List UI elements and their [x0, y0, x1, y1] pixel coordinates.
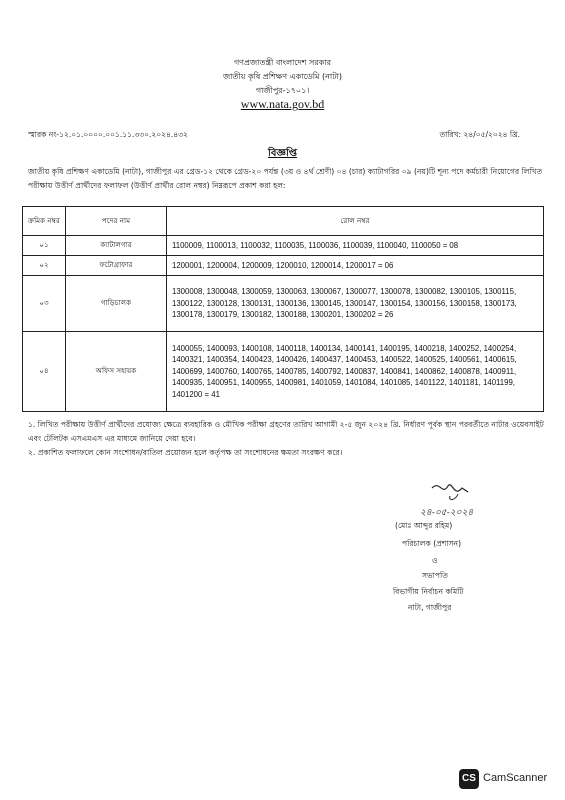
- address-line: গাজীপুর-১৭০১।: [255, 86, 310, 95]
- signatory-name: (মোঃ আব্দুর রহিম): [395, 521, 453, 530]
- website-link[interactable]: www.nata.gov.bd: [240, 97, 325, 111]
- header-post: পদের নাম: [66, 207, 167, 236]
- academy-line: জাতীয় কৃষি প্রশিক্ষণ একাডেমি (নাটা): [222, 72, 343, 81]
- notice-intro: জাতীয় কৃষি প্রশিক্ষণ একাডেমি (নাটা), গাজীপুর এর গ্রেড-১২ থেকে গ্রেড-২০ পর্যন্ত (৩য় ও ৪র্থ শ্রেণী) ০৪ (চার) ক্যাটাগরির ০৯ (নয়)টি শূন্য পদে কর্মচারী নিয়োগের লিখিত পরীক্ষায় উত্তীর্ণ প্রার্থীদের ফলাফল (উত্তীর্ণ প্রার্থীর রোল নম্বর) নিম্নরূপে প্রকাশ করা হল:: [28, 167, 543, 190]
- table-row: [23, 332, 544, 412]
- notice-title: [0, 146, 565, 163]
- table-row: [23, 276, 544, 332]
- row-serial: ০৩: [23, 276, 66, 332]
- note-item: ২. প্রকাশিত ফলাফলে কোন সংশোধন/বাতিল প্রয়োজন হলে কর্তৃপক্ষ তা সংশোধনের ক্ষমতা সংরক্ষণ করে।: [28, 448, 343, 457]
- note-item: ১. লিখিত পরীক্ষায় উত্তীর্ণ প্রার্থীদের প্রযোজ্য ক্ষেত্রে ব্যবহারিক ও মৌখিক পরীক্ষা গ্রহণের তারিখ আগামী ২-৫ জুন ২০২৪ খ্রি. নির্ধারণ পূর্বক স্থান পরবর্তীতে নাটার ওয়েবসাইট এবং টেলিটক এসএমএস এর মাধ্যমে জানিয়ে দেয়া হবে।: [28, 420, 544, 443]
- signatory-conj: ও: [432, 556, 438, 565]
- row-post: ফটোগ্রাফার: [66, 256, 167, 276]
- row-post: ক্যাটালগার: [66, 236, 167, 256]
- row-post: গাড়িচালক: [66, 276, 167, 332]
- signatory-role: সভাপতি: [422, 571, 448, 580]
- row-rolls: 1400055, 1400093, 1400108, 1400118, 1400134, 1400141, 1400195, 1400218, 1400252, 1400254, 1400321, 1400354, 1400423, 1400426, 1400437, 1400453, 1400522, 1400525, 1400561, 1400615, 1400699, 1400760, 1400765, 1400785, 1400792, 1400837, 1400841, 1400862, 1400878, 1400911, 1400935, 1400951, 1400955, 1400981, 1401059, 1401084, 1401085, 1401122, 1401181, 1401199, 1401200 = 41: [167, 332, 544, 412]
- table-header-row: [23, 207, 544, 236]
- row-rolls: 1200001, 1200004, 1200009, 1200010, 1200014, 1200017 = 06: [167, 256, 544, 276]
- memo-date: তারিখ: ২৪/০৫/২০২৪ খ্রি.: [439, 130, 520, 139]
- memo-number: স্মারক নং-১২.০১.০০০০.০০১.১১.৩৩০.২০২৪.৪৩২: [28, 130, 188, 139]
- header-serial: ক্রমিক নম্বর: [23, 207, 66, 236]
- signature-date: ২৪-০৫-২০২৪: [420, 508, 474, 518]
- row-rolls: 1300008, 1300048, 1300059, 1300063, 1300067, 1300077, 1300078, 1300082, 1300105, 1300115, 1300122, 1300128, 1300131, 1300136, 1300145, 1300147, 1300154, 1300156, 1300158, 1300173, 1300178, 1300179, 1300182, 1300188, 1300201, 1300202 = 26: [167, 276, 544, 332]
- notice-title-text: বিজ্ঞপ্তি: [267, 148, 298, 159]
- row-serial: ০২: [23, 256, 66, 276]
- row-serial: ০১: [23, 236, 66, 256]
- committee-name: বিভাগীয় নির্বাচন কমিটি: [393, 587, 464, 596]
- govt-line: গণপ্রজাতন্ত্রী বাংলাদেশ সরকার: [233, 58, 332, 67]
- camscanner-label: CamScanner: [483, 772, 548, 784]
- notes-section: [28, 418, 548, 460]
- row-serial: ০৪: [23, 332, 66, 412]
- camscanner-logo: CS: [459, 769, 479, 789]
- table-row: [23, 256, 544, 276]
- results-table: [22, 206, 544, 412]
- table-row: [23, 236, 544, 256]
- committee-place: নাটা, গাজীপুর: [408, 603, 452, 612]
- row-post: অফিস সহায়ক: [66, 332, 167, 412]
- row-rolls: 1100009, 1100013, 1100032, 1100035, 1100036, 1100039, 1100040, 1100050 = 08: [167, 236, 544, 256]
- header-roll: রোল নম্বর: [167, 207, 544, 236]
- signatory-designation: পরিচালক (প্রশাসন): [402, 539, 462, 548]
